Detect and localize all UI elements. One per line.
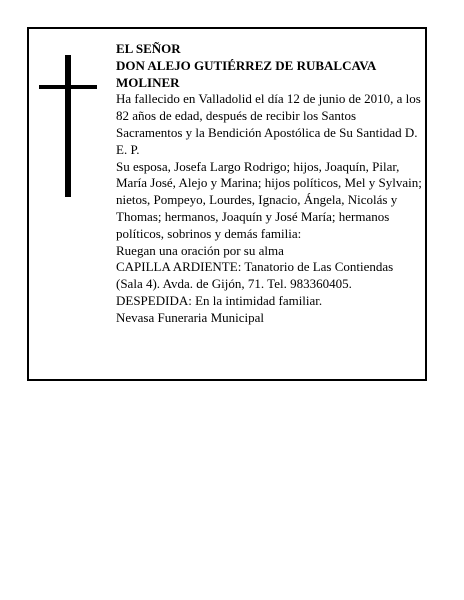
- obituary-notice: [27, 27, 427, 381]
- funeral-home: Nevasa Funeraria Municipal: [116, 309, 265, 325]
- title-line-1: EL SEÑOR: [116, 41, 181, 56]
- deceased-name: DON ALEJO GUTIÉRREZ DE RUBALCAVA MOLINER: [116, 57, 376, 90]
- cross-vertical-bar: [65, 55, 71, 197]
- announcement-paragraph: Ha fallecido en Valladolid el día 12 de junio de 2010, a los 82 años de edad, después de recibir los Santos Sacramentos y la Bendición Apostólica de Su Santidad D. E. P.: [116, 91, 421, 157]
- cross-horizontal-bar: [39, 85, 97, 89]
- prayer-line: Ruegan una oración por su alma: [116, 242, 284, 258]
- family-paragraph: Su esposa, Josefa Largo Rodrigo; hijos, Joaquín, Pilar, María José, Alejo y Marina; hijos políticos, Mel y Sylvain; nietos, Pompeyo, Lourdes, Ignacio, Ángela, Nicolás y Thomas; hermanos, Joaquín y José María; hermanos políticos, sobrinos y demás familia:: [116, 158, 422, 241]
- farewell-info: DESPEDIDA: En la intimidad familiar.: [116, 292, 323, 308]
- chapel-info: CAPILLA ARDIENTE: Tanatorio de Las Contiendas (Sala 4). Avda. de Gijón, 71. Tel. 983360405.: [116, 259, 394, 292]
- obituary-text: [116, 41, 422, 327]
- cross-icon: [39, 55, 97, 197]
